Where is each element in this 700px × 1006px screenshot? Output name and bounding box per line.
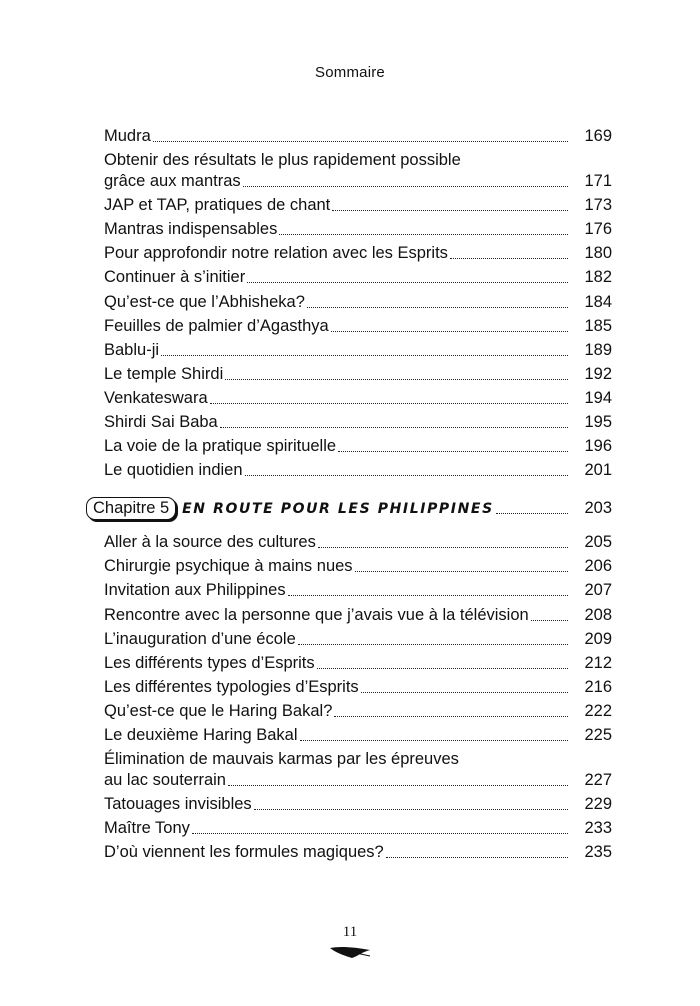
toc-entry-page: 176 <box>584 220 612 239</box>
chapter-heading[interactable] <box>86 497 612 520</box>
brush-stroke-icon <box>328 944 372 960</box>
leader-dots <box>245 474 568 476</box>
leader-dots <box>153 140 568 142</box>
leader-dots <box>386 856 568 858</box>
toc-entry-page: 169 <box>584 127 612 145</box>
toc-entry-page: 180 <box>584 244 612 263</box>
toc-entry-page: 225 <box>584 725 612 744</box>
toc-entry-page: 171 <box>584 172 612 191</box>
toc-entry-title: Le deuxième Haring Bakal <box>104 725 298 744</box>
toc-entry-title-cont: grâce aux mantras <box>104 172 241 191</box>
toc-entry-page: 227 <box>584 771 612 790</box>
toc-entry-page: 201 <box>584 461 612 480</box>
leader-dots <box>361 691 568 693</box>
toc-entry-page: 185 <box>584 316 612 335</box>
leader-dots <box>254 808 568 810</box>
toc-entry[interactable] <box>104 316 612 337</box>
toc-entry[interactable] <box>104 605 612 626</box>
chapter-title: EN ROUTE POUR LES PHILIPPINES <box>182 500 494 517</box>
leader-dots <box>279 233 568 235</box>
toc-entry-page: 196 <box>584 437 612 456</box>
table-of-contents <box>93 126 612 866</box>
toc-entry-title: Élimination de mauvais karmas par les épreuves <box>104 750 459 769</box>
toc-entry-page: 205 <box>584 533 612 552</box>
toc-entry-title: Les différents types d’Esprits <box>104 653 315 672</box>
leader-dots <box>318 546 568 548</box>
toc-entry-page: 233 <box>584 819 612 838</box>
toc-entry[interactable] <box>104 653 612 674</box>
leader-dots <box>225 378 568 380</box>
toc-entry-title: Bablu-ji <box>104 340 160 359</box>
toc-entry-title: Feuilles de palmier d’Agasthya <box>104 316 329 335</box>
leader-dots <box>220 426 568 428</box>
leader-dots <box>288 594 568 596</box>
toc-entry[interactable] <box>104 388 612 409</box>
leader-dots <box>355 570 568 572</box>
toc-entry-title: D’où viennent les formules magiques? <box>104 843 384 862</box>
toc-entry-page: 184 <box>584 292 612 311</box>
toc-entry-page: 229 <box>584 795 612 814</box>
toc-entry-title: Qu’est-ce que le Haring Bakal? <box>104 701 333 720</box>
leader-dots <box>307 306 568 308</box>
toc-entry-title: Continuer à s’initier <box>104 268 246 287</box>
chapter-page: 203 <box>584 499 612 518</box>
toc-entry[interactable] <box>104 842 612 863</box>
toc-entry[interactable] <box>104 267 612 288</box>
toc-entry-title: JAP et TAP, pratiques de chant <box>104 196 331 215</box>
toc-entry-title: Venkateswara <box>104 388 208 407</box>
toc-entry-page: 173 <box>584 196 612 215</box>
leader-dots <box>331 330 568 332</box>
leader-dots <box>192 832 568 834</box>
toc-entry-title: Le quotidien indien <box>104 461 243 480</box>
toc-entry-page: 209 <box>584 629 612 648</box>
toc-entry[interactable] <box>104 364 612 385</box>
toc-entry-title: Tatouages invisibles <box>104 795 252 814</box>
leader-dots <box>300 739 568 741</box>
leader-dots <box>334 715 568 717</box>
toc-entry-page: 182 <box>584 268 612 287</box>
toc-entry[interactable] <box>104 340 612 361</box>
toc-entry-page: 192 <box>584 364 612 383</box>
toc-entry-title: Pour approfondir notre relation avec les Esprits <box>104 244 448 263</box>
leader-dots <box>531 619 568 621</box>
toc-entry[interactable] <box>104 150 612 192</box>
toc-entry[interactable] <box>104 292 612 313</box>
toc-entry[interactable] <box>104 677 612 698</box>
leader-dots <box>247 281 568 283</box>
leader-dots <box>496 512 568 514</box>
toc-entry[interactable] <box>104 629 612 650</box>
toc-entry[interactable] <box>104 580 612 601</box>
toc-entry[interactable] <box>104 412 612 433</box>
toc-entry-title: La voie de la pratique spirituelle <box>104 437 337 456</box>
toc-entry[interactable] <box>104 436 612 457</box>
toc-entry[interactable] <box>104 195 612 216</box>
toc-entry-page: 235 <box>584 843 612 862</box>
chapter-badge: Chapitre 5 <box>86 497 176 520</box>
leader-dots <box>228 784 568 786</box>
toc-entry-title: Aller à la source des cultures <box>104 533 316 552</box>
toc-entry-title: Rencontre avec la personne que j’avais vue à la télévision <box>104 605 529 624</box>
toc-entry-page: 222 <box>584 701 612 720</box>
leader-dots <box>210 402 568 404</box>
leader-dots <box>450 257 568 259</box>
toc-entry-title: Les différentes typologies d’Esprits <box>104 677 359 696</box>
toc-entry-title: Le temple Shirdi <box>104 364 224 383</box>
toc-entry[interactable] <box>104 818 612 839</box>
toc-entry-title: Invitation aux Philippines <box>104 581 286 600</box>
leader-dots <box>332 209 568 211</box>
leader-dots <box>338 450 568 452</box>
toc-entry[interactable] <box>104 532 612 553</box>
toc-entry[interactable] <box>104 794 612 815</box>
toc-entry[interactable] <box>104 219 612 240</box>
leader-dots <box>298 643 568 645</box>
toc-entry-page: 206 <box>584 557 612 576</box>
toc-entry[interactable] <box>104 725 612 746</box>
toc-entry-page: 216 <box>584 677 612 696</box>
toc-entry-page: 208 <box>584 605 612 624</box>
toc-entry-title: Obtenir des résultats le plus rapidement possible <box>104 151 461 170</box>
toc-entry[interactable] <box>104 126 612 147</box>
toc-entry-title-cont: au lac souterrain <box>104 771 226 790</box>
leader-dots <box>243 185 568 187</box>
toc-entry-page: 194 <box>584 388 612 407</box>
toc-entry-title: Maître Tony <box>104 819 190 838</box>
toc-entry-page: 212 <box>584 653 612 672</box>
toc-entry-page: 195 <box>584 413 612 432</box>
leader-dots <box>317 667 568 669</box>
toc-entry-page: 189 <box>584 340 612 359</box>
toc-entry-title: Mantras indispensables <box>104 220 278 239</box>
page-header: Sommaire <box>315 64 385 81</box>
toc-entry-title: Chirurgie psychique à mains nues <box>104 557 353 576</box>
toc-entry[interactable] <box>104 460 612 481</box>
toc-entry[interactable] <box>104 749 612 791</box>
toc-entry[interactable] <box>104 556 612 577</box>
toc-entry-page: 207 <box>584 581 612 600</box>
toc-entry[interactable] <box>104 701 612 722</box>
page-number: 11 <box>342 924 358 940</box>
toc-entry-title: L’inauguration d’une école <box>104 629 296 648</box>
toc-entry-title: Shirdi Sai Baba <box>104 413 218 432</box>
toc-entry-title: Qu’est-ce que l’Abhisheka? <box>104 292 305 311</box>
toc-entry[interactable] <box>104 243 612 264</box>
leader-dots <box>161 354 568 356</box>
toc-entry-title: Mudra <box>104 127 151 145</box>
